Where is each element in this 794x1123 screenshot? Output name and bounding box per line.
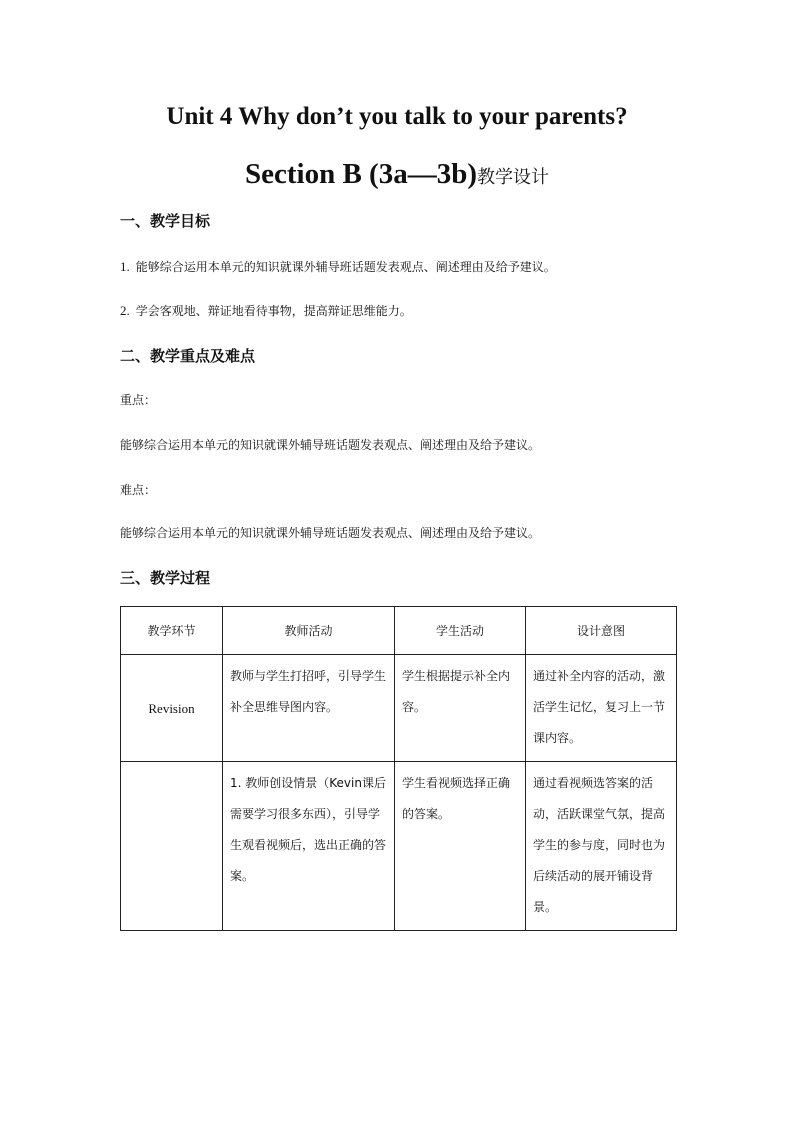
objective-number: 1.: [120, 259, 130, 274]
table-header-cell: 教学环节: [121, 607, 223, 655]
difficult-text: 能够综合运用本单元的知识就课外辅导班话题发表观点、阐述理由及给予建议。: [120, 526, 541, 540]
section-heading-key-points: 二、教学重点及难点: [120, 347, 256, 365]
objective-text: 能够综合运用本单元的知识就课外辅导班话题发表观点、阐述理由及给予建议。: [135, 260, 556, 274]
stage-cell: [121, 762, 223, 931]
difficult-label: 难点：: [120, 483, 157, 497]
table-header-cell: 设计意图: [526, 607, 677, 655]
table-row: [121, 655, 677, 762]
table-header-row: [121, 607, 677, 655]
student-activity-cell: 学生看视频选择正确的答案。: [395, 762, 526, 931]
objective-number: 2.: [120, 303, 130, 318]
teacher-activity-cell: 1. 教师创设情景（Kevin课后需要学习很多东西），引导学生观看视频后，选出正确的答案。: [223, 762, 395, 931]
student-activity-cell: 学生根据提示补全内容。: [395, 655, 526, 762]
document-title: Unit 4 Why don’t you talk to your parents?: [166, 103, 628, 130]
table-header-cell: 教师活动: [223, 607, 395, 655]
document-subtitle: [0, 155, 794, 197]
objective-item-1: [120, 258, 556, 276]
teaching-process-table: [120, 606, 677, 931]
subtitle-en: Section B (3a—3b): [245, 158, 477, 190]
teacher-activity-cell: 教师与学生打招呼，引导学生补全思维导图内容。: [223, 655, 395, 762]
key-label: 重点：: [120, 393, 157, 407]
table-header-cell: 学生活动: [395, 607, 526, 655]
subtitle-cn: 教学设计: [477, 167, 549, 188]
table-row: [121, 762, 677, 931]
design-intent-cell: 通过看视频选答案的活动，活跃课堂气氛，提高学生的参与度，同时也为后续活动的展开铺设背景。: [526, 762, 677, 931]
objective-item-2: [120, 302, 412, 320]
section-heading-objectives: 一、教学目标: [120, 212, 211, 230]
stage-cell: Revision: [121, 655, 223, 762]
key-text: 能够综合运用本单元的知识就课外辅导班话题发表观点、阐述理由及给予建议。: [120, 438, 541, 452]
objective-text: 学会客观地、辩证地看待事物，提高辩证思维能力。: [135, 304, 412, 318]
section-heading-process: 三、教学过程: [120, 569, 211, 587]
design-intent-cell: 通过补全内容的活动，激活学生记忆，复习上一节课内容。: [526, 655, 677, 762]
